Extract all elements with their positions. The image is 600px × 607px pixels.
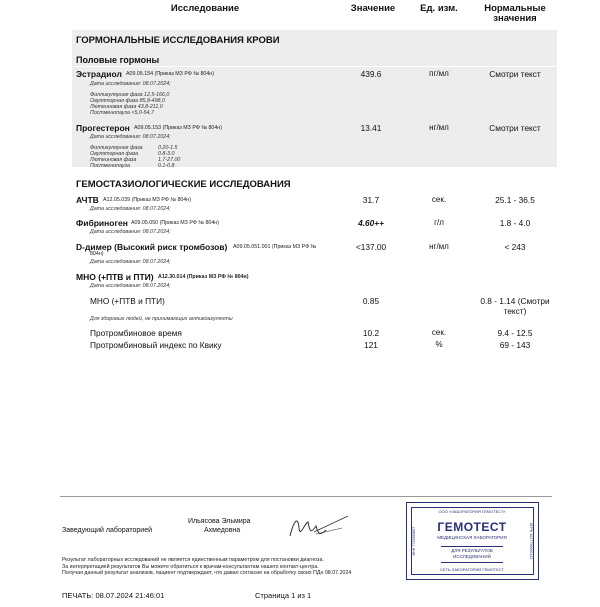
reference-estradiol [90,93,169,117]
reference-line: Овуляторная фаза 85,8-498,0 [90,97,165,104]
unit-aptt: сек. [431,195,447,204]
value-inr: 0.85 [362,296,380,306]
norm-fibrinogen: 1.8 - 4.0 [499,218,531,228]
unit-prothrombin-time: сек. [431,328,447,337]
test-code-d-dimer-1: А09.05.051.001 (Приказ МЗ РФ № [233,244,317,250]
reference-line: 0.8-3.0 [158,150,175,157]
reference-line: Фолликулярная фаза [90,145,143,151]
row-label-prothrombin-time: Протромбиновое время [90,328,182,338]
test-name-progesterone: Прогестерон [76,123,130,133]
test-date-aptt: Дата исследования: 08.07.2024; [90,206,171,212]
column-header-norm-2: значения [493,13,537,24]
reference-line: 1.7-27.00 [158,156,181,163]
test-date-d-dimer: Дата исследования: 08.07.2024; [90,259,171,265]
norm-quick-index: 69 - 143 [499,340,531,350]
stamp-purpose-2: ИССЛЕДОВАНИЙ [453,554,491,559]
stamp-side-left: ИНН 7729355857 [412,526,416,556]
reference-line: Постменопауза <5,0-54,7 [90,109,154,116]
test-code-d-dimer-2: 804н) [90,251,104,257]
head-of-lab-name-1: Ильясова Эльмира [188,518,251,525]
row-label-inr: МНО (+ПТВ и ПТИ) [90,296,165,306]
test-name-estradiol: Эстрадиол [76,69,122,79]
section-title-hemostasis: ГЕМОСТАЗИОЛОГИЧЕСКИЕ ИССЛЕДОВАНИЯ [76,179,291,190]
unit-fibrinogen: г/л [434,218,444,227]
reference-line: 0.1-0.8 [158,162,175,169]
norm-inr-1: 0.8 - 1.14 (Смотри [480,296,550,306]
divider [72,66,557,67]
reference-labels-progesterone [90,146,143,170]
test-name-aptt: АЧТВ [76,195,99,205]
norm-progesterone: Смотри текст [489,123,541,133]
page-number: Страница 1 из 1 [255,591,312,600]
norm-prothrombin-time: 9.4 - 12.5 [497,328,533,338]
norm-d-dimer: < 243 [504,242,526,252]
test-date-fibrinogen: Дата исследования: 08.07.2024; [90,229,171,235]
value-estradiol: 439.6 [360,69,382,79]
subsection-title-sex-hormones: Половые гормоны [76,55,160,65]
test-date-inr: Дата исследования: 08.07.2024; [90,283,171,289]
signature-icon [286,510,352,544]
disclaimer-line: Получая данный результат анализов, пациент подтверждает, что давал согласие на обработку своих ПДн 08.07.2024 [62,570,352,577]
value-prothrombin-time: 10.2 [362,328,380,338]
stamp-bottom-text: СЕТЬ ЛАБОРАТОРИЙ ГЕМОТЕСТ [440,567,504,572]
test-name-d-dimer: D-димер (Высокий риск тромбозов) [76,242,228,252]
reference-line: Лютеиновая фаза [90,156,137,163]
reference-line: Лютеиновая фаза 43,8-211,0 [90,103,163,110]
unit-d-dimer: нг/мл [429,242,449,251]
row-label-quick-index: Протромбиновый индекс по Квику [90,340,222,350]
unit-progesterone: нг/мл [429,123,449,132]
head-of-lab-label: Заведующий лабораторией [62,527,152,534]
norm-estradiol: Смотри текст [489,69,541,79]
value-progesterone: 13.41 [360,123,382,133]
reference-line: Постменопауза [90,162,130,169]
section-title-hormones: ГОРМОНАЛЬНЫЕ ИССЛЕДОВАНИЯ КРОВИ [76,35,280,46]
stamp-purpose-1: ДЛЯ РЕЗУЛЬТАТОВ [451,548,493,553]
test-code-fibrinogen: А09.05.050 (Приказ МЗ РФ № 804н) [131,220,220,226]
value-quick-index: 121 [364,340,378,350]
stamp-top-text: ООО «ЛАБОРАТОРИЯ ГЕМОТЕСТ» [438,509,506,514]
test-name-inr: МНО (+ПТВ и ПТИ) [76,272,154,282]
reference-line: Овуляторная фаза [90,150,139,157]
test-code-inr: А12.30.014 (Приказ МЗ РФ № 804н) [158,274,249,280]
norm-aptt: 25.1 - 36.5 [495,195,535,205]
lab-stamp [406,502,539,580]
column-header-unit: Ед. изм. [420,3,458,14]
test-code-progesterone: А09.05.153 (Приказ МЗ РФ № 804н) [134,125,223,131]
stamp-frame [411,507,534,575]
reference-line: 0.20-1.5 [158,145,178,151]
head-of-lab-name-2: Ахмедовна [204,527,241,534]
value-fibrinogen: 4.60++ [358,218,384,228]
disclaimer-line: За интерпретацией результатов Вы можете обратиться к врачам-консультантам нашего контакт-центра. [62,563,319,570]
stamp-brand: ГЕМОТЕСТ [437,520,507,534]
reference-values-progesterone [158,146,180,170]
unit-estradiol: пг/мл [429,69,449,78]
test-code-aptt: А12.05.039 (Приказ МЗ РФ № 804н) [103,197,192,203]
column-header-norm-1: Нормальные [484,3,546,14]
value-aptt: 31.7 [362,195,380,205]
stamp-side-right: ОГРН 1027739000442 [529,522,533,560]
column-header-test: Исследование [170,3,240,14]
test-name-fibrinogen: Фибриноген [76,218,128,228]
norm-inr-2: текст) [503,306,527,316]
value-d-dimer: <137.00 [355,242,387,252]
reference-line: Фолликулярная фаза 12,5-166,0 [90,92,170,98]
footer-divider [60,496,552,497]
test-date-progesterone: Дата исследования: 08.07.2024; [90,134,171,140]
column-header-value: Значение [350,3,396,14]
print-timestamp: ПЕЧАТЬ: 08.07.2024 21:46:01 [62,591,165,600]
test-code-estradiol: А09.05.154 (Приказ МЗ РФ № 804н) [126,71,215,77]
disclaimer [62,557,351,577]
test-date-estradiol: Дата исследования: 08.07.2024; [90,81,171,87]
disclaimer-line: Результат лабораторных исследований не является единственным параметром для постановки диагноза. [62,557,324,563]
stamp-brand-sub: МЕДИЦИНСКАЯ ЛАБОРАТОРИЯ [437,535,507,540]
note-inr: Для здоровых людей, не принимающих антикоагулянты [90,316,233,322]
unit-quick-index: % [435,340,443,349]
